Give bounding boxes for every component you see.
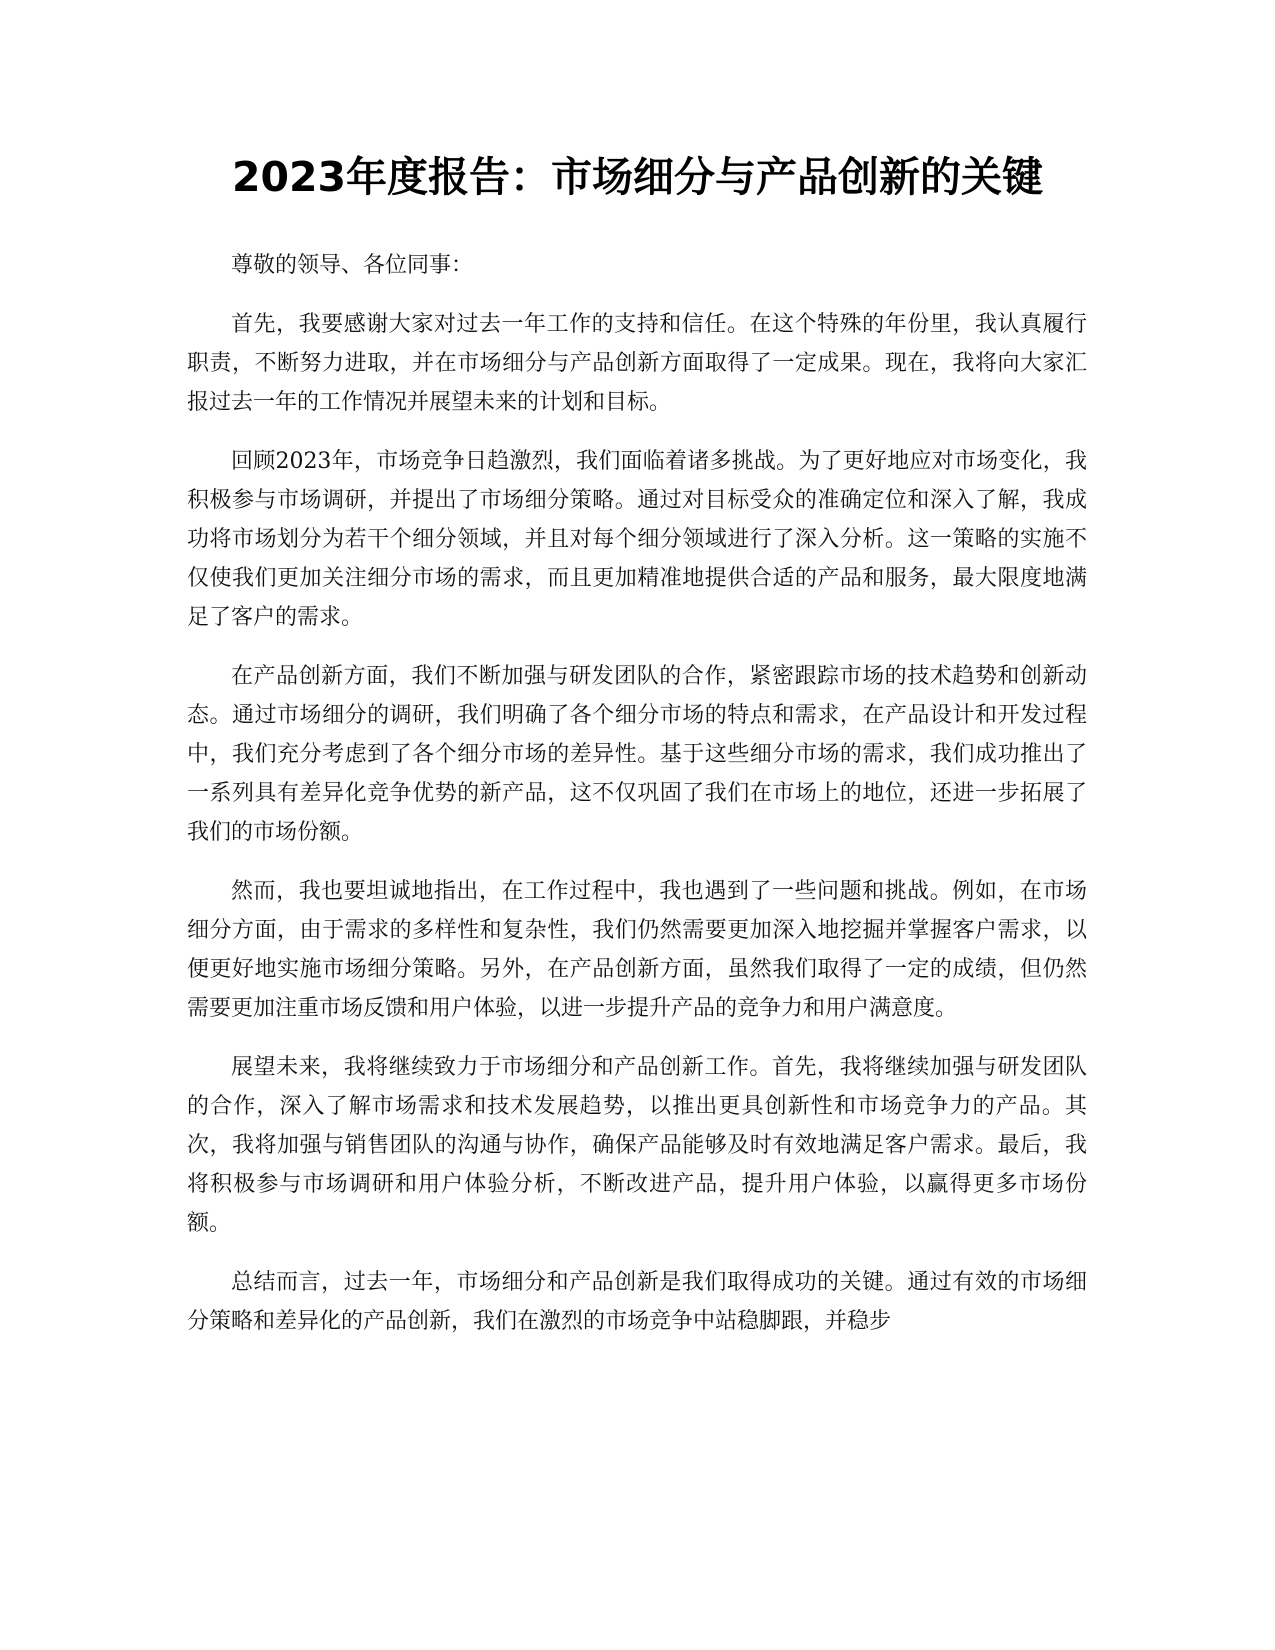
paragraph-review: 回顾2023年，市场竞争日趋激烈，我们面临着诸多挑战。为了更好地应对市场变化，我积极参与市场调研，并提出了市场细分策略。通过对目标受众的准确定位和深入了解，我成功将市场划分为若干个细分领域，并且对每个细分领域进行了深入分析。这一策略的实施不仅使我们更加关注细分市场的需求，而且更加精准地提供合适的产品和服务，最大限度地满足了客户的需求。 — [187, 449, 1087, 630]
paragraph-intro: 首先，我要感谢大家对过去一年工作的支持和信任。在这个特殊的年份里，我认真履行职责，不断努力进取，并在市场细分与产品创新方面取得了一定成果。现在，我将向大家汇报过去一年的工作情况并展望未来的计划和目标。 — [187, 312, 1087, 415]
greeting-paragraph: 尊敬的领导、各位同事： — [231, 253, 474, 278]
paragraph-outlook: 展望未来，我将继续致力于市场细分和产品创新工作。首先，我将继续加强与研发团队的合作，深入了解市场需求和技术发展趋势，以推出更具创新性和市场竞争力的产品。其次，我将加强与销售团队的沟通与协作，确保产品能够及时有效地满足客户需求。最后，我将积极参与市场调研和用户体验分析，不断改进产品，提升用户体验，以赢得更多市场份额。 — [187, 1055, 1087, 1236]
paragraph-innovation: 在产品创新方面，我们不断加强与研发团队的合作，紧密跟踪市场的技术趋势和创新动态。通过市场细分的调研，我们明确了各个细分市场的特点和需求，在产品设计和开发过程中，我们充分考虑到了各个细分市场的差异性。基于这些细分市场的需求，我们成功推出了一系列具有差异化竞争优势的新产品，这不仅巩固了我们在市场上的地位，还进一步拓展了我们的市场份额。 — [187, 664, 1087, 845]
paragraph-challenges: 然而，我也要坦诚地指出，在工作过程中，我也遇到了一些问题和挑战。例如，在市场细分方面，由于需求的多样性和复杂性，我们仍然需要更加深入地挖掘并掌握客户需求，以便更好地实施市场细分策略。另外，在产品创新方面，虽然我们取得了一定的成绩，但仍然需要更加注重市场反馈和用户体验，以进一步提升产品的竞争力和用户满意度。 — [187, 879, 1087, 1021]
document-title: 2023年度报告：市场细分与产品创新的关键 — [231, 153, 1044, 201]
paragraph-summary: 总结而言，过去一年，市场细分和产品创新是我们取得成功的关键。通过有效的市场细分策略和差异化的产品创新，我们在激烈的市场竞争中站稳脚跟，并稳步 — [187, 1270, 1087, 1334]
document-body — [187, 246, 1087, 1361]
